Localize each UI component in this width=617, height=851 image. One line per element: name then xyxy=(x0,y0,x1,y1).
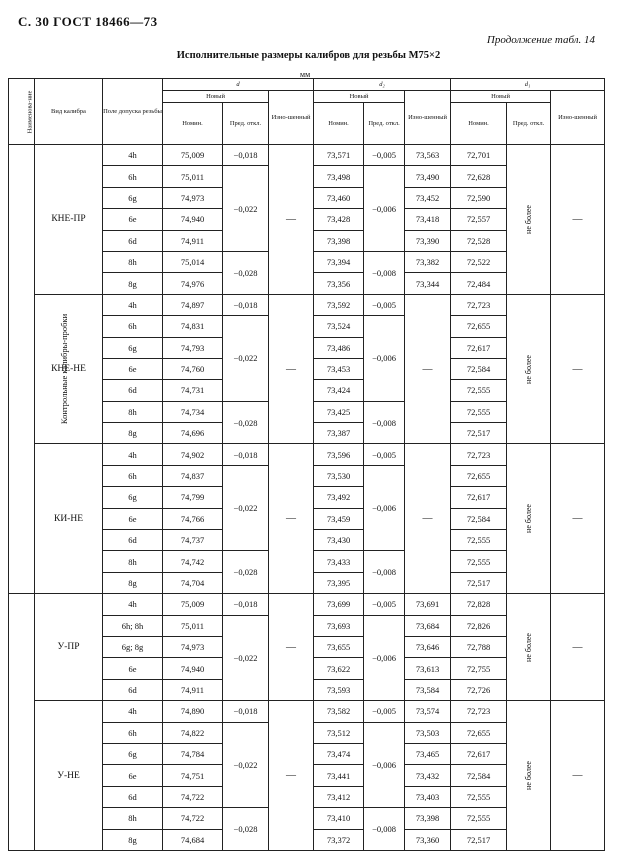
d1-worn: — xyxy=(551,294,605,444)
d-nominal: 74,897 xyxy=(163,294,223,315)
d-deviation: −0,018 xyxy=(223,145,269,166)
d-worn: — xyxy=(269,294,314,444)
gauge-kind: КНЕ-НЕ xyxy=(35,294,103,444)
d2-worn: 73,432 xyxy=(405,765,451,786)
d2-new-header: Новый xyxy=(314,91,405,103)
tolerance-field: 6g xyxy=(103,487,163,508)
tolerance-field: 6d xyxy=(103,786,163,807)
d-nominal: 74,911 xyxy=(163,679,223,700)
d2-nominal: 73,459 xyxy=(314,508,364,529)
d-worn: — xyxy=(269,145,314,295)
d2-nominal: 73,398 xyxy=(314,230,364,251)
d2-nominal: 73,453 xyxy=(314,358,364,379)
d1-nominal: 72,557 xyxy=(451,209,507,230)
d2-nominal: 73,395 xyxy=(314,572,364,593)
d-worn: — xyxy=(269,701,314,851)
d1-deviation-text: не более xyxy=(524,761,534,790)
d-deviation: −0,022 xyxy=(223,166,269,252)
d2-deviation: −0,005 xyxy=(364,701,405,722)
d2-deviation: −0,006 xyxy=(364,722,405,808)
d-deviation: −0,028 xyxy=(223,251,269,294)
d1-nominal: 72,555 xyxy=(451,380,507,401)
d2-worn: 73,691 xyxy=(405,594,451,615)
d2-nominal: 73,460 xyxy=(314,187,364,208)
table-row xyxy=(9,444,605,465)
d2-nominal: 73,596 xyxy=(314,444,364,465)
d2-deviation: −0,006 xyxy=(364,166,405,252)
d1-nominal: 72,723 xyxy=(451,444,507,465)
d-nominal: 74,940 xyxy=(163,209,223,230)
d2-nominal: 73,593 xyxy=(314,679,364,700)
d-nominal: 74,973 xyxy=(163,636,223,657)
tolerance-field: 4h xyxy=(103,145,163,166)
gauge-kind: У-ПР xyxy=(35,594,103,701)
tolerance-field: 6h xyxy=(103,166,163,187)
d-nominal: 74,902 xyxy=(163,444,223,465)
d2-worn: 73,563 xyxy=(405,145,451,166)
d2-deviation: −0,008 xyxy=(364,251,405,294)
d-nominal: 74,722 xyxy=(163,808,223,829)
d-nominal: 75,011 xyxy=(163,166,223,187)
d1-deviation xyxy=(507,444,551,594)
d1-nominal: 72,590 xyxy=(451,187,507,208)
d-nominal: 75,009 xyxy=(163,594,223,615)
d1-nominal: 72,555 xyxy=(451,786,507,807)
d-nominal: 74,742 xyxy=(163,551,223,572)
d1-nominal-header: Номин. xyxy=(451,103,507,145)
d2-worn: 73,398 xyxy=(405,808,451,829)
tolerance-field: 6h xyxy=(103,316,163,337)
d-worn: — xyxy=(269,594,314,701)
tolerance-field: 8h xyxy=(103,251,163,272)
col-d-header: d xyxy=(163,79,314,91)
d1-deviation xyxy=(507,145,551,295)
d2-worn: 73,403 xyxy=(405,786,451,807)
d1-nominal: 72,517 xyxy=(451,423,507,444)
d2-nominal: 73,433 xyxy=(314,551,364,572)
continuation-note: Продолжение табл. 14 xyxy=(486,34,595,46)
tolerance-field: 8h xyxy=(103,808,163,829)
d-deviation: −0,018 xyxy=(223,594,269,615)
d2-nominal: 73,430 xyxy=(314,530,364,551)
d2-nominal: 73,394 xyxy=(314,251,364,272)
d2-deviation-header: Пред. откл. xyxy=(364,103,405,145)
gauge-kind: У-НЕ xyxy=(35,701,103,851)
col-d1-header: d₁ xyxy=(451,79,605,91)
d-deviation: −0,028 xyxy=(223,401,269,444)
d2-nominal: 73,412 xyxy=(314,786,364,807)
d2-nominal: 73,498 xyxy=(314,166,364,187)
tolerance-field: 8g xyxy=(103,829,163,850)
d-nominal: 74,684 xyxy=(163,829,223,850)
d1-nominal: 72,555 xyxy=(451,808,507,829)
d-nominal: 74,766 xyxy=(163,508,223,529)
d-nominal: 74,751 xyxy=(163,765,223,786)
d1-nominal: 72,828 xyxy=(451,594,507,615)
col-kind-header: Вид калибра xyxy=(35,79,103,145)
d2-nominal: 73,524 xyxy=(314,316,364,337)
d1-deviation-header: Пред. откл. xyxy=(507,103,551,145)
d-nominal: 74,837 xyxy=(163,465,223,486)
d2-deviation: −0,006 xyxy=(364,615,405,701)
d2-deviation: −0,008 xyxy=(364,551,405,594)
d1-nominal: 72,584 xyxy=(451,358,507,379)
d1-deviation-text: не более xyxy=(524,504,534,534)
d1-nominal: 72,655 xyxy=(451,316,507,337)
d-nominal-header: Номин. xyxy=(163,103,223,145)
d-nominal: 74,890 xyxy=(163,701,223,722)
tolerance-field: 6d xyxy=(103,530,163,551)
tolerance-field: 6g; 8g xyxy=(103,636,163,657)
d2-nominal: 73,512 xyxy=(314,722,364,743)
d2-worn: 73,390 xyxy=(405,230,451,251)
d-nominal: 75,009 xyxy=(163,145,223,166)
tolerance-field: 6e xyxy=(103,658,163,679)
d-deviation: −0,018 xyxy=(223,444,269,465)
d-nominal: 74,822 xyxy=(163,722,223,743)
d-nominal: 75,014 xyxy=(163,251,223,272)
d2-nominal: 73,693 xyxy=(314,615,364,636)
d2-deviation: −0,005 xyxy=(364,145,405,166)
d-nominal: 74,784 xyxy=(163,743,223,764)
table-header xyxy=(9,79,605,145)
d-deviation: −0,018 xyxy=(223,294,269,315)
gauge-kind: КИ-НЕ xyxy=(35,444,103,594)
d-deviation: −0,022 xyxy=(223,465,269,551)
tolerance-field: 6h; 8h xyxy=(103,615,163,636)
d2-nominal: 73,425 xyxy=(314,401,364,422)
col-name-header: Наименова-ние xyxy=(9,79,35,145)
d2-deviation: −0,005 xyxy=(364,444,405,465)
d-nominal: 74,799 xyxy=(163,487,223,508)
d-nominal: 74,722 xyxy=(163,786,223,807)
col-tolerance-header: Поле допуска резьбы xyxy=(103,79,163,145)
tolerance-field: 4h xyxy=(103,594,163,615)
d2-worn: 73,646 xyxy=(405,636,451,657)
table-caption: Исполнительные размеры калибров для резьбы М75×2 xyxy=(176,50,441,61)
d2-worn: 73,418 xyxy=(405,209,451,230)
d2-worn: 73,490 xyxy=(405,166,451,187)
d2-nominal: 73,655 xyxy=(314,636,364,657)
tolerance-field: 4h xyxy=(103,294,163,315)
tolerance-field: 6h xyxy=(103,722,163,743)
d1-nominal: 72,701 xyxy=(451,145,507,166)
d1-deviation xyxy=(507,294,551,444)
d1-worn: — xyxy=(551,594,605,701)
d1-deviation xyxy=(507,701,551,851)
table-row xyxy=(9,594,605,615)
table-row xyxy=(9,294,605,315)
tolerance-field: 6d xyxy=(103,230,163,251)
d1-worn: — xyxy=(551,444,605,594)
d-deviation: −0,022 xyxy=(223,316,269,402)
d2-nominal: 73,356 xyxy=(314,273,364,294)
d2-worn: — xyxy=(405,444,451,594)
tolerance-field: 8g xyxy=(103,423,163,444)
d2-nominal: 73,424 xyxy=(314,380,364,401)
tolerance-field: 6d xyxy=(103,380,163,401)
d2-nominal: 73,387 xyxy=(314,423,364,444)
tolerance-field: 8h xyxy=(103,401,163,422)
d1-nominal: 72,517 xyxy=(451,572,507,593)
d-nominal: 74,760 xyxy=(163,358,223,379)
section-label-uniform xyxy=(9,594,35,851)
d-nominal: 74,911 xyxy=(163,230,223,251)
d-nominal: 74,696 xyxy=(163,423,223,444)
d-deviation: −0,028 xyxy=(223,551,269,594)
d2-nominal-header: Номин. xyxy=(314,103,364,145)
tolerance-field: 6g xyxy=(103,743,163,764)
tolerance-field: 4h xyxy=(103,444,163,465)
d2-nominal: 73,582 xyxy=(314,701,364,722)
d1-nominal: 72,517 xyxy=(451,829,507,850)
tolerance-field: 4h xyxy=(103,701,163,722)
d1-nominal: 72,617 xyxy=(451,743,507,764)
d1-nominal: 72,617 xyxy=(451,337,507,358)
d-worn-header: Изно-шенный xyxy=(269,91,314,145)
d1-nominal: 72,788 xyxy=(451,636,507,657)
d2-nominal: 73,372 xyxy=(314,829,364,850)
d1-nominal: 72,555 xyxy=(451,401,507,422)
d-nominal: 74,973 xyxy=(163,187,223,208)
tolerance-field: 8g xyxy=(103,572,163,593)
d2-worn: 73,503 xyxy=(405,722,451,743)
d1-nominal: 72,723 xyxy=(451,294,507,315)
d-nominal: 74,793 xyxy=(163,337,223,358)
d2-nominal: 73,486 xyxy=(314,337,364,358)
tolerance-field: 6e xyxy=(103,765,163,786)
tolerance-field: 8h xyxy=(103,551,163,572)
d1-nominal: 72,555 xyxy=(451,530,507,551)
d-nominal: 74,734 xyxy=(163,401,223,422)
d-new-header: Новый xyxy=(163,91,269,103)
d2-worn: 73,360 xyxy=(405,829,451,850)
d-deviation-header: Пред. откл. xyxy=(223,103,269,145)
d2-nominal: 73,530 xyxy=(314,465,364,486)
d-nominal: 74,737 xyxy=(163,530,223,551)
d2-nominal: 73,592 xyxy=(314,294,364,315)
unit-label: мм xyxy=(300,70,311,79)
d1-nominal: 72,655 xyxy=(451,465,507,486)
d1-nominal: 72,723 xyxy=(451,701,507,722)
d1-nominal: 72,584 xyxy=(451,765,507,786)
d2-worn: 73,465 xyxy=(405,743,451,764)
table-row xyxy=(9,701,605,722)
gauge-dimensions-table xyxy=(8,78,605,851)
d2-worn-header: Изно-шенный xyxy=(405,91,451,145)
tolerance-field: 6g xyxy=(103,187,163,208)
d-worn: — xyxy=(269,444,314,594)
d-nominal: 74,831 xyxy=(163,316,223,337)
d1-worn: — xyxy=(551,701,605,851)
d-nominal: 74,940 xyxy=(163,658,223,679)
d2-worn: 73,382 xyxy=(405,251,451,272)
d2-worn: — xyxy=(405,294,451,444)
d1-nominal: 72,655 xyxy=(451,722,507,743)
d1-nominal: 72,726 xyxy=(451,679,507,700)
col-d2-header: d₂ xyxy=(314,79,451,91)
d2-nominal: 73,474 xyxy=(314,743,364,764)
d2-worn: 73,584 xyxy=(405,679,451,700)
d1-deviation-text: не более xyxy=(524,632,534,662)
d1-nominal: 72,755 xyxy=(451,658,507,679)
d-nominal: 75,011 xyxy=(163,615,223,636)
d1-deviation xyxy=(507,594,551,701)
d2-deviation: −0,008 xyxy=(364,808,405,851)
d2-deviation: −0,005 xyxy=(364,594,405,615)
d1-nominal: 72,826 xyxy=(451,615,507,636)
d-deviation: −0,022 xyxy=(223,615,269,701)
d1-worn: — xyxy=(551,145,605,295)
d2-nominal: 73,410 xyxy=(314,808,364,829)
d1-deviation-text: не более xyxy=(524,354,534,384)
d2-worn: 73,344 xyxy=(405,273,451,294)
tolerance-field: 6d xyxy=(103,679,163,700)
d1-nominal: 72,628 xyxy=(451,166,507,187)
d-deviation: −0,018 xyxy=(223,701,269,722)
tolerance-field: 8g xyxy=(103,273,163,294)
table-body xyxy=(9,145,605,851)
d1-nominal: 72,484 xyxy=(451,273,507,294)
d2-worn: 73,574 xyxy=(405,701,451,722)
d1-worn-header: Изно-шенный xyxy=(551,91,605,145)
d2-worn: 73,613 xyxy=(405,658,451,679)
section-label-text: Контрольные калибры-пробки xyxy=(59,313,70,425)
gauge-kind: КНЕ-ПР xyxy=(35,145,103,295)
d-deviation: −0,028 xyxy=(223,808,269,851)
tolerance-field: 6h xyxy=(103,465,163,486)
d1-new-header: Новый xyxy=(451,91,551,103)
d1-nominal: 72,584 xyxy=(451,508,507,529)
d2-worn: 73,452 xyxy=(405,187,451,208)
table-row xyxy=(9,145,605,166)
d2-nominal: 73,571 xyxy=(314,145,364,166)
d2-nominal: 73,699 xyxy=(314,594,364,615)
d2-nominal: 73,428 xyxy=(314,209,364,230)
d2-nominal: 73,492 xyxy=(314,487,364,508)
tolerance-field: 6g xyxy=(103,337,163,358)
d1-nominal: 72,555 xyxy=(451,551,507,572)
d2-deviation: −0,006 xyxy=(364,465,405,551)
d-nominal: 74,976 xyxy=(163,273,223,294)
page-header-doc-id: С. 30 ГОСТ 18466—73 xyxy=(18,14,158,29)
d2-worn: 73,684 xyxy=(405,615,451,636)
d2-nominal: 73,622 xyxy=(314,658,364,679)
tolerance-field: 6e xyxy=(103,358,163,379)
d2-deviation: −0,008 xyxy=(364,401,405,444)
d1-nominal: 72,617 xyxy=(451,487,507,508)
d-nominal: 74,731 xyxy=(163,380,223,401)
d-deviation: −0,022 xyxy=(223,722,269,808)
d2-deviation: −0,005 xyxy=(364,294,405,315)
d1-nominal: 72,522 xyxy=(451,251,507,272)
tolerance-field: 6e xyxy=(103,209,163,230)
d2-deviation: −0,006 xyxy=(364,316,405,402)
d1-nominal: 72,528 xyxy=(451,230,507,251)
d1-deviation-text: не более xyxy=(524,204,534,234)
tolerance-field: 6e xyxy=(103,508,163,529)
d2-nominal: 73,441 xyxy=(314,765,364,786)
d-nominal: 74,704 xyxy=(163,572,223,593)
